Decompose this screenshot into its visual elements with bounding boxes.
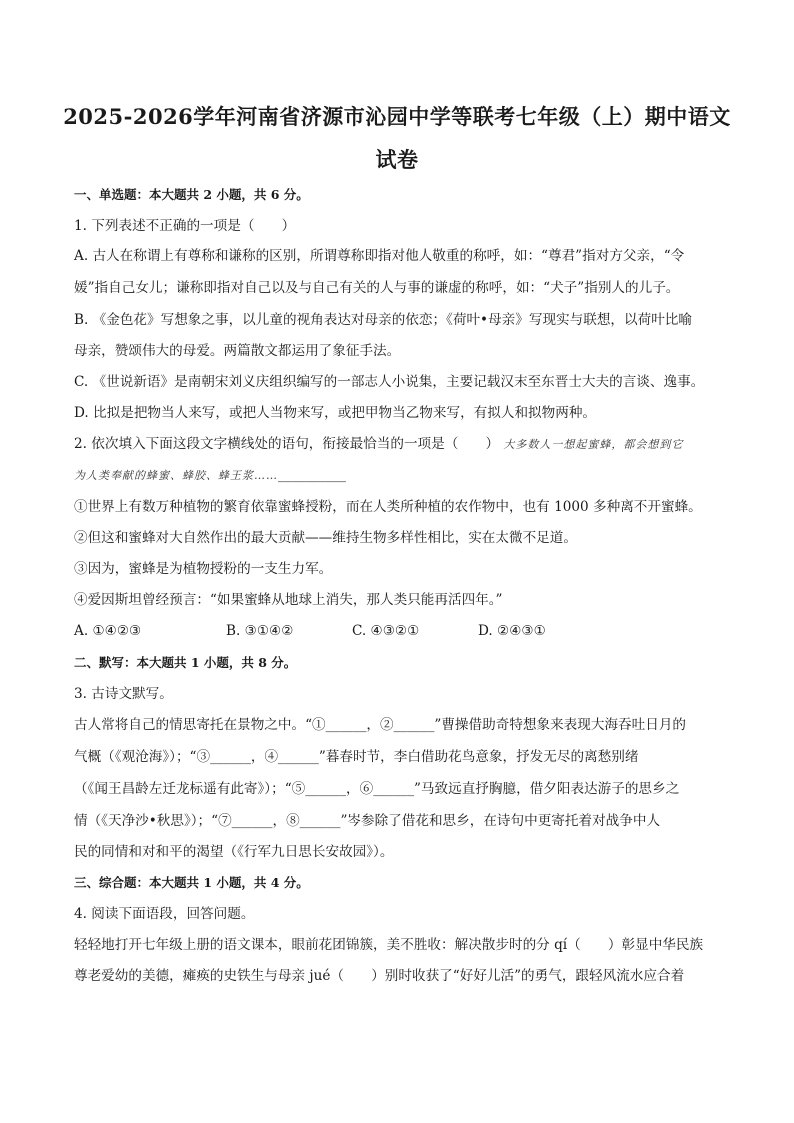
question-2-option-a: A. ①④②③ xyxy=(74,623,142,639)
question-2-passage-continued: 为人类奉献的蜂蜜、蜂胶、蜂王浆…… xyxy=(74,469,278,482)
section-heading-1: 一、单选题：本大题共 2 小题，共 6 分。 xyxy=(74,187,309,202)
question-2-sentence-3: ③因为，蜜蜂是为植物授粉的一支生力军。 xyxy=(74,561,333,577)
question-1-option-b-continued: 母亲，赞颂伟大的母爱。两篇散文都运用了象征手法。 xyxy=(74,343,401,359)
question-3-line-3: （《闻王昌龄左迁龙标遥有此寄》）；“⑤______，⑥______”马致远直抒胸臆，借夕阳表达游子的思乡之 xyxy=(74,781,680,797)
question-3-stem: 3. 古诗文默写。 xyxy=(74,686,173,702)
question-1-option-a-continued: 媛”指自己女儿；谦称即指对自己以及与自己有关的人与事的谦虚的称呼，如：“犬子”指别人的儿子。 xyxy=(74,280,680,296)
question-2-option-b: B. ③①④② xyxy=(226,623,294,639)
page-title-continued: 试卷 xyxy=(375,147,419,172)
question-2-blank: __________ xyxy=(278,467,346,483)
question-3-line-1: 古人常将自己的情思寄托在景物之中。“①______，②______”曹操借助奇特想象来表现大海吞吐日月的 xyxy=(74,717,687,733)
question-2-stem: 2. 依次填入下面这段文字横线处的语句，衔接最恰当的一项是（ ） xyxy=(74,436,500,452)
question-3-line-2: 气概（《观沧海》）；“③______，④______”暮春时节，李白借助花鸟意象，抒发无尽的离愁别绪 xyxy=(74,749,639,765)
section-heading-2: 二、默写：本大题共 1 小题，共 8 分。 xyxy=(74,655,297,670)
section-heading-3: 三、综合题：本大题共 1 小题，共 4 分。 xyxy=(74,875,309,890)
question-4-line-2: 尊老爱幼的美德，瘫痪的史铁生与母亲 jué（ ）别时收获了“好好儿活”的勇气，跟轻风流水应合着 xyxy=(74,968,685,984)
question-1-stem: 1. 下列表述不正确的一项是（ ） xyxy=(74,218,296,234)
question-3-line-5: 民的同情和对和平的渴望（《行军九日思长安故园》）。 xyxy=(74,844,394,860)
question-1-option-c: C. 《世说新语》是南朝宋刘义庆组织编写的一部志人小说集，主要记载汉末至东晋士大夫的言谈、逸事。 xyxy=(74,374,705,390)
question-2-passage-line xyxy=(74,465,346,486)
page-title: 2025-2026学年河南省济源市沁园中学等联考七年级（上）期中语文 xyxy=(63,104,731,129)
question-2-option-c: C. ④③②① xyxy=(352,623,420,639)
question-2-sentence-1: ①世界上有数万种植物的繁育依靠蜜蜂授粉，而在人类所种植的农作物中，也有 1000 多种离不开蜜蜂。 xyxy=(74,499,702,515)
question-1-option-b: B. 《金色花》写想象之事，以儿童的视角表达对母亲的依恋；《荷叶•母亲》写现实与联想，以荷叶比喻 xyxy=(74,312,692,328)
question-3-line-4: 情（《天净沙•秋思》）；“⑦______，⑧______”岑参除了借花和思乡，在诗句中更寄托着对战争中人 xyxy=(74,813,661,829)
question-4-stem: 4. 阅读下面语段，回答问题。 xyxy=(74,906,255,922)
question-1-option-d: D. 比拟是把物当人来写，或把人当物来写，或把甲物当乙物来写，有拟人和拟物两种。 xyxy=(74,405,597,421)
question-2-passage-start: 大多数人一想起蜜蜂，都会想到它 xyxy=(503,438,684,451)
question-2-sentence-4: ④爱因斯坦曾经预言：“如果蜜蜂从地球上消失，那人类只能再活四年。” xyxy=(74,592,503,608)
question-2-sentence-2: ②但这和蜜蜂对大自然作出的最大贡献——维持生物多样性相比，实在太微不足道。 xyxy=(74,530,577,546)
question-4-line-1: 轻轻地打开七年级上册的语文课本，眼前花团锦簇，美不胜收：解决散步时的分 qí（ ）彰显中华民族 xyxy=(74,937,704,953)
question-2-option-d: D. ②④③① xyxy=(478,623,546,639)
question-2-stem-line xyxy=(74,434,683,455)
question-1-option-a: A. 古人在称谓上有尊称和谦称的区别，所谓尊称即指对他人敬重的称呼，如：“尊君”指对方父亲，“令 xyxy=(74,248,685,264)
